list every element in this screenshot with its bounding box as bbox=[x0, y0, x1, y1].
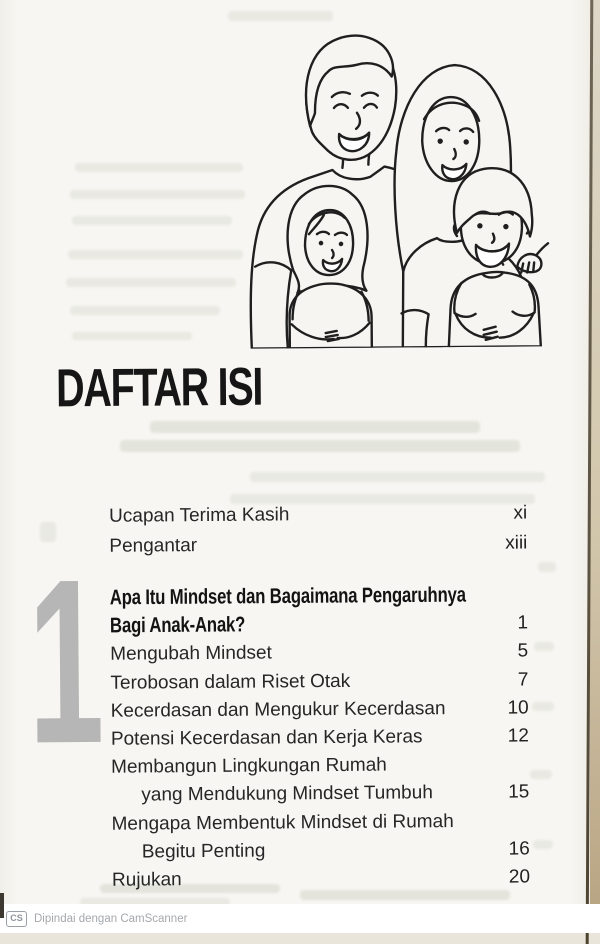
toc-entry-label: Potensi Kecerdasan dan Kerja Keras bbox=[111, 726, 479, 751]
toc-entry-page-number: 15 bbox=[479, 782, 529, 804]
toc-row bbox=[110, 638, 528, 669]
toc-row bbox=[111, 807, 529, 838]
toc-entry-label: Mengapa Membentuk Mindset di Rumah bbox=[111, 810, 479, 835]
toc-entry-label: Begitu Penting bbox=[112, 839, 480, 864]
camscanner-watermark bbox=[0, 904, 600, 933]
toc-chapter-list bbox=[110, 581, 530, 894]
toc-row bbox=[112, 863, 530, 894]
toc-row bbox=[111, 694, 529, 725]
toc-entry-page-number: xiii bbox=[477, 532, 527, 554]
toc-row bbox=[111, 779, 529, 810]
toc-entry-label: Ucapan Terima Kasih bbox=[109, 503, 477, 528]
toc-row bbox=[110, 581, 528, 612]
toc-row bbox=[112, 835, 530, 866]
toc-entry-label: Rujukan bbox=[112, 867, 480, 892]
toc-row bbox=[111, 722, 529, 753]
family-illustration bbox=[243, 20, 558, 348]
camscanner-logo-icon: CS bbox=[6, 911, 27, 927]
toc-entry-label: yang Mendukung Mindset Tumbuh bbox=[111, 782, 479, 807]
toc-entry-label: Kecerdasan dan Mengukur Kecerdasan bbox=[111, 698, 479, 723]
daughter-figure bbox=[287, 186, 372, 349]
toc-entry-page-number: 7 bbox=[478, 669, 528, 691]
hand-on-shoulder bbox=[517, 243, 548, 272]
page-title: DAFTAR ISI bbox=[56, 355, 262, 419]
toc-entry-page-number: 5 bbox=[478, 641, 528, 663]
toc-row bbox=[109, 528, 527, 561]
toc-row bbox=[110, 666, 528, 697]
toc-entry-page-number: 10 bbox=[479, 697, 529, 719]
scan-edge-artifact bbox=[0, 893, 4, 918]
toc-row bbox=[111, 751, 529, 782]
toc-entry-label: Apa Itu Mindset dan Bagaimana Pengaruhnya bbox=[110, 585, 515, 610]
toc-row bbox=[110, 610, 528, 641]
toc-entry-label: Membangun Lingkungan Rumah bbox=[111, 754, 479, 779]
toc-entry-label: Pengantar bbox=[109, 533, 477, 558]
camscanner-watermark-text: Dipindai dengan CamScanner bbox=[34, 913, 187, 925]
chapter-number: 1 bbox=[28, 568, 105, 756]
toc-entry-label: Mengubah Mindset bbox=[110, 641, 478, 666]
toc-row bbox=[109, 498, 527, 531]
front-matter-list bbox=[109, 498, 527, 561]
toc-entry-page-number: 12 bbox=[479, 726, 529, 748]
toc-entry-page-number: 16 bbox=[480, 838, 530, 860]
toc-entry-label: Terobosan dalam Riset Otak bbox=[110, 670, 478, 695]
toc-entry-label: Bagi Anak-Anak? bbox=[110, 613, 478, 638]
toc-entry-page-number: xi bbox=[477, 502, 527, 524]
toc-entry-page-number: 1 bbox=[478, 613, 528, 635]
toc-entry-page-number: 20 bbox=[480, 866, 530, 888]
